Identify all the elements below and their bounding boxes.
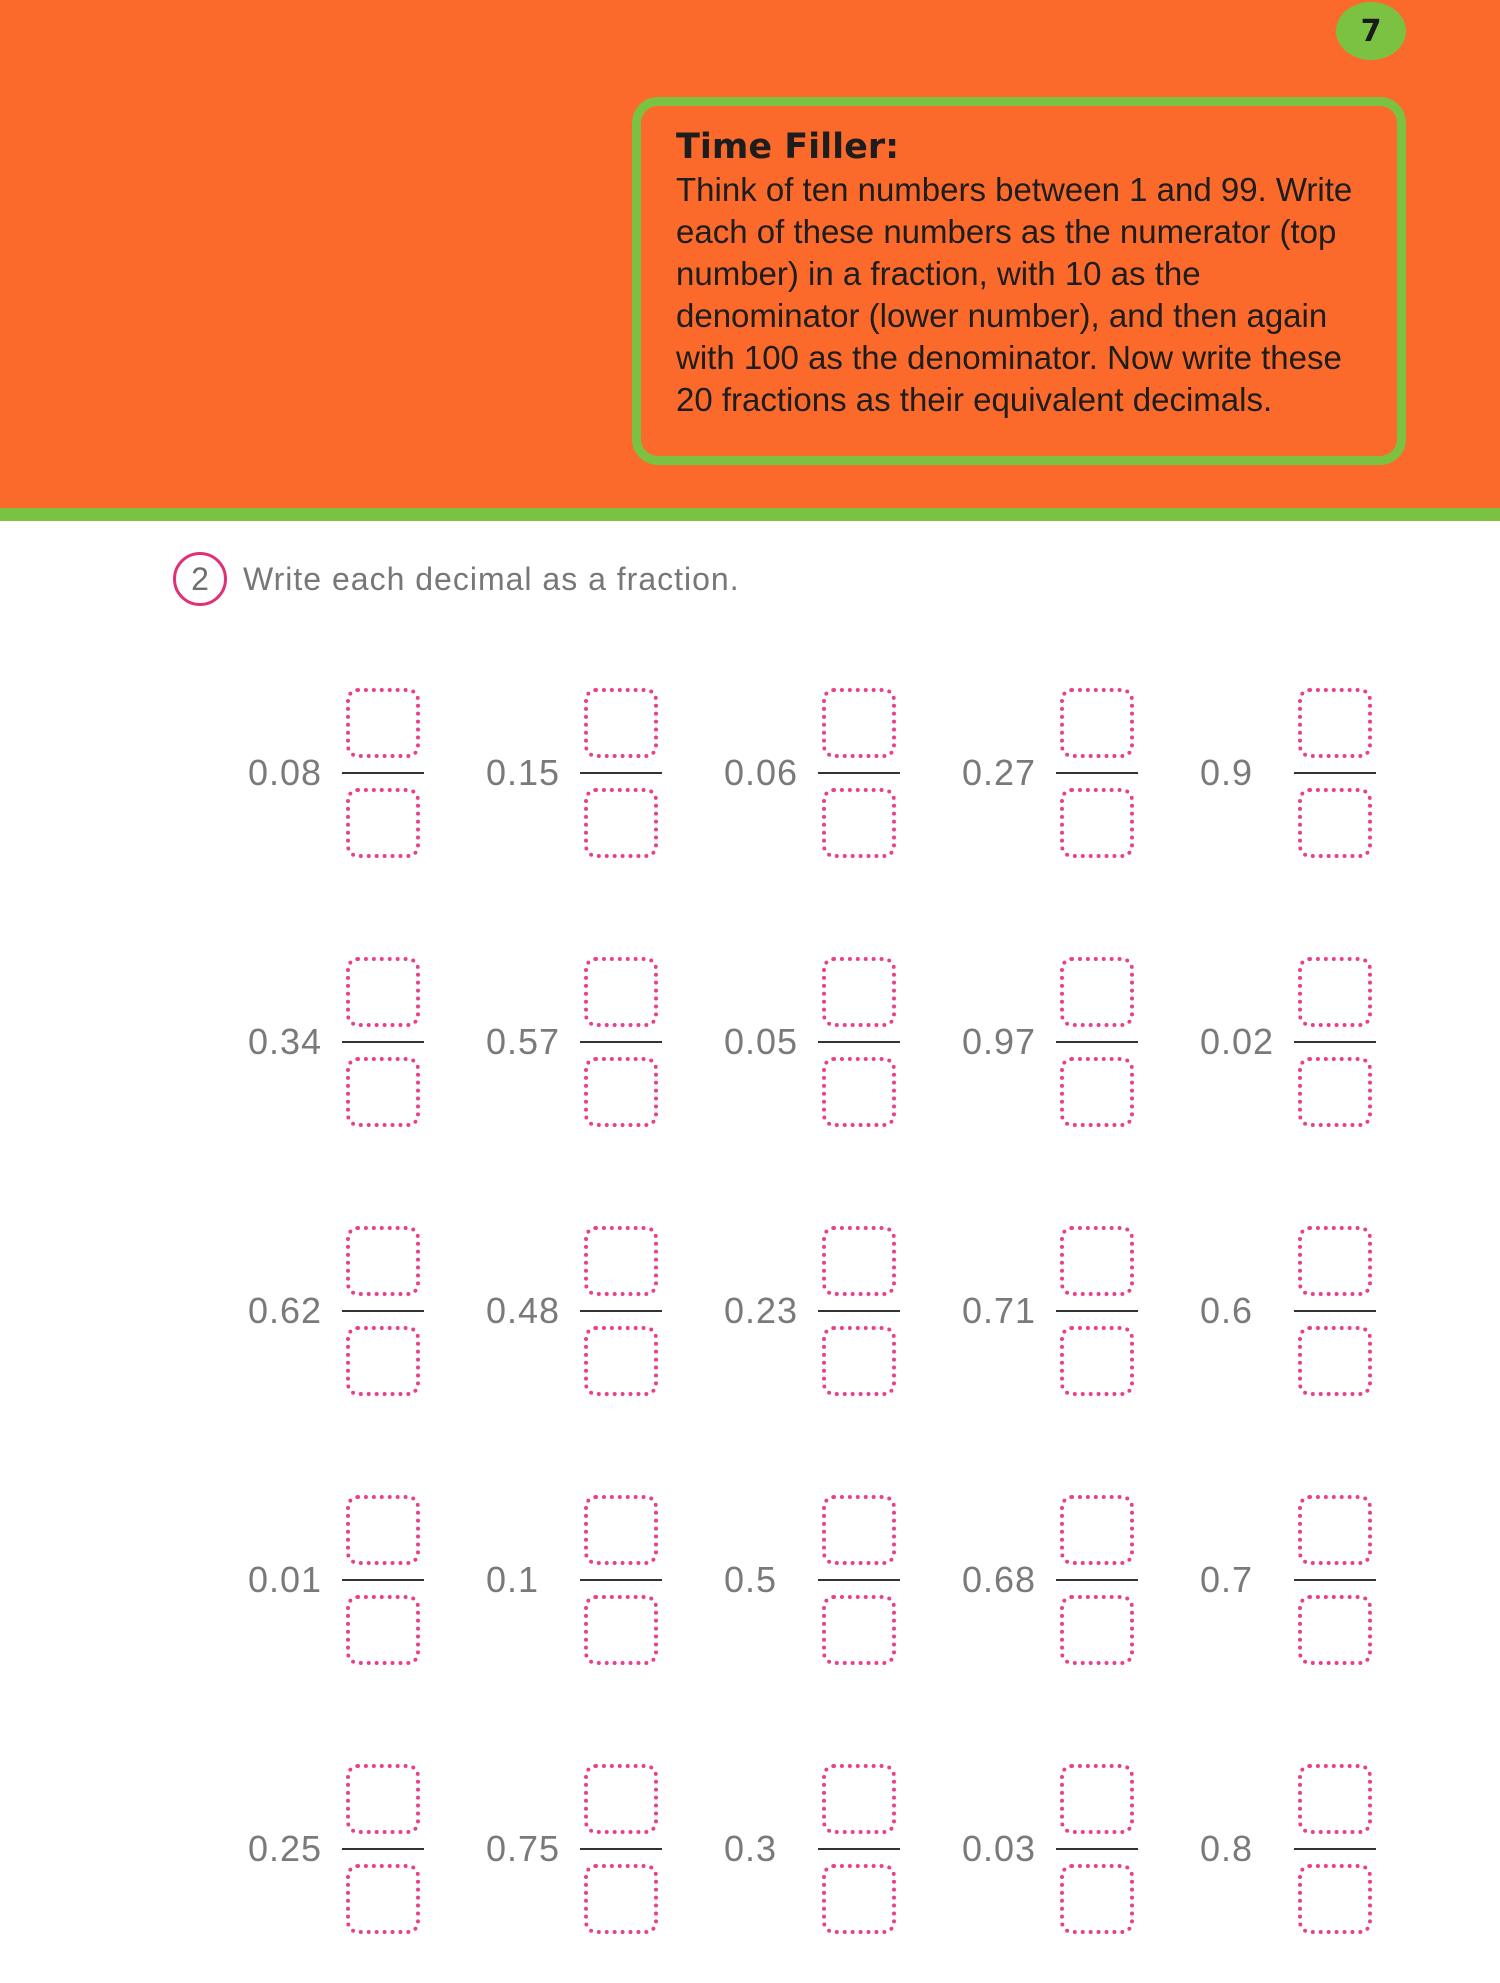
denominator-box[interactable] [584, 1864, 658, 1934]
numerator-box[interactable] [584, 688, 658, 758]
decimal-value: 0.48 [486, 1289, 561, 1331]
exercise-item [248, 1176, 486, 1445]
denominator-box[interactable] [1060, 788, 1134, 858]
exercise-item [486, 1714, 724, 1983]
fraction-bar [580, 1041, 662, 1043]
fraction-answer [816, 1226, 902, 1396]
numerator-box[interactable] [822, 688, 896, 758]
exercise-item [724, 1445, 962, 1714]
exercise-item [486, 1445, 724, 1714]
numerator-box[interactable] [822, 1764, 896, 1834]
fraction-answer [1292, 1764, 1378, 1934]
fraction-bar [818, 1310, 900, 1312]
page-number-badge: 7 [1336, 2, 1406, 60]
numerator-box[interactable] [822, 1226, 896, 1296]
denominator-box[interactable] [346, 1057, 420, 1127]
denominator-box[interactable] [1060, 1864, 1134, 1934]
denominator-box[interactable] [822, 1595, 896, 1665]
decimal-value: 0.97 [962, 1020, 1037, 1062]
fraction-answer [1054, 1495, 1140, 1665]
numerator-box[interactable] [584, 1226, 658, 1296]
decimal-value: 0.03 [962, 1827, 1037, 1869]
denominator-box[interactable] [822, 1326, 896, 1396]
denominator-box[interactable] [584, 788, 658, 858]
time-filler-text: Think of ten numbers between 1 and 99. Write each of these numbers as the numerator (top number) in a fraction, with 10 as the denominator (lower number), and then again with 100 as the denominator. Now write these 20 fractions as their equivalent decimals. [676, 171, 1353, 418]
fraction-bar [818, 1848, 900, 1850]
fraction-bar [1294, 1310, 1376, 1312]
numerator-box[interactable] [584, 1764, 658, 1834]
fraction-bar [342, 772, 424, 774]
fraction-bar [580, 772, 662, 774]
denominator-box[interactable] [1298, 1057, 1372, 1127]
decimal-value: 0.02 [1200, 1020, 1275, 1062]
decimal-value: 0.06 [724, 751, 799, 793]
numerator-box[interactable] [1298, 1226, 1372, 1296]
exercise-item [486, 1176, 724, 1445]
fraction-answer [578, 688, 664, 858]
exercise-item [1200, 638, 1438, 907]
fraction-answer [816, 957, 902, 1127]
denominator-box[interactable] [346, 1595, 420, 1665]
decimal-value: 0.27 [962, 751, 1037, 793]
fraction-answer [340, 1764, 426, 1934]
fraction-bar [1294, 1848, 1376, 1850]
denominator-box[interactable] [584, 1595, 658, 1665]
fraction-answer [1292, 957, 1378, 1127]
exercise-item [1200, 1445, 1438, 1714]
exercise-item [962, 1445, 1200, 1714]
decimal-value: 0.75 [486, 1827, 561, 1869]
fraction-answer [578, 1764, 664, 1934]
denominator-box[interactable] [1060, 1057, 1134, 1127]
numerator-box[interactable] [346, 1764, 420, 1834]
denominator-box[interactable] [1060, 1595, 1134, 1665]
numerator-box[interactable] [584, 1495, 658, 1565]
fraction-bar [342, 1579, 424, 1581]
decimal-value: 0.23 [724, 1289, 799, 1331]
fraction-answer [1292, 688, 1378, 858]
fraction-bar [818, 772, 900, 774]
fraction-bar [1056, 1041, 1138, 1043]
numerator-box[interactable] [822, 1495, 896, 1565]
exercise-item [724, 907, 962, 1176]
exercise-item [1200, 1176, 1438, 1445]
fraction-answer [1054, 1226, 1140, 1396]
fraction-answer [1054, 1764, 1140, 1934]
exercise-item [724, 638, 962, 907]
instruction-text: Write each decimal as a fraction. [243, 560, 740, 597]
fraction-answer [340, 1495, 426, 1665]
decimal-value: 0.3 [724, 1827, 778, 1869]
exercise-item [962, 1176, 1200, 1445]
fraction-bar [1294, 1579, 1376, 1581]
decimal-value: 0.5 [724, 1558, 778, 1600]
exercise-item [486, 907, 724, 1176]
denominator-box[interactable] [1298, 1595, 1372, 1665]
numerator-box[interactable] [1060, 1226, 1134, 1296]
fraction-answer [340, 1226, 426, 1396]
numerator-box[interactable] [1060, 957, 1134, 1027]
fraction-answer [816, 688, 902, 858]
denominator-box[interactable] [1298, 788, 1372, 858]
decimal-value: 0.34 [248, 1020, 323, 1062]
numerator-box[interactable] [346, 1495, 420, 1565]
denominator-box[interactable] [1298, 1864, 1372, 1934]
numerator-box[interactable] [346, 1226, 420, 1296]
denominator-box[interactable] [346, 788, 420, 858]
exercise-item [962, 638, 1200, 907]
fraction-answer [1292, 1495, 1378, 1665]
denominator-box[interactable] [1298, 1326, 1372, 1396]
exercise-item [248, 907, 486, 1176]
decimal-value: 0.1 [486, 1558, 540, 1600]
exercise-item [248, 638, 486, 907]
banner-stripe [0, 508, 1500, 521]
decimal-value: 0.9 [1200, 751, 1254, 793]
fraction-answer [816, 1495, 902, 1665]
exercise-item [1200, 907, 1438, 1176]
fraction-bar [1294, 1041, 1376, 1043]
question-number-badge: 2 [173, 552, 227, 606]
numerator-box[interactable] [1060, 1764, 1134, 1834]
denominator-box[interactable] [822, 1864, 896, 1934]
decimal-value: 0.68 [962, 1558, 1037, 1600]
decimal-value: 0.6 [1200, 1289, 1254, 1331]
fraction-bar [1056, 1848, 1138, 1850]
denominator-box[interactable] [346, 1326, 420, 1396]
decimal-value: 0.08 [248, 751, 323, 793]
decimal-value: 0.25 [248, 1827, 323, 1869]
fraction-bar [1056, 1579, 1138, 1581]
numerator-box[interactable] [1298, 688, 1372, 758]
fraction-answer [578, 1226, 664, 1396]
denominator-box[interactable] [584, 1057, 658, 1127]
fraction-bar [1056, 1310, 1138, 1312]
decimal-value: 0.7 [1200, 1558, 1254, 1600]
fraction-answer [1292, 1226, 1378, 1396]
denominator-box[interactable] [1060, 1326, 1134, 1396]
decimal-value: 0.57 [486, 1020, 561, 1062]
question-instruction [173, 552, 740, 606]
denominator-box[interactable] [822, 1057, 896, 1127]
fraction-bar [580, 1310, 662, 1312]
fraction-answer [578, 957, 664, 1127]
fraction-answer [340, 688, 426, 858]
numerator-box[interactable] [346, 957, 420, 1027]
numerator-box[interactable] [346, 688, 420, 758]
exercise-item [248, 1445, 486, 1714]
exercise-item [248, 1714, 486, 1983]
fraction-bar [1056, 772, 1138, 774]
decimal-value: 0.01 [248, 1558, 323, 1600]
time-filler-title: Time Filler: [676, 127, 900, 167]
fraction-answer [816, 1764, 902, 1934]
numerator-box[interactable] [584, 957, 658, 1027]
fraction-answer [1054, 957, 1140, 1127]
fraction-bar [580, 1579, 662, 1581]
fraction-bar [342, 1848, 424, 1850]
fraction-answer [578, 1495, 664, 1665]
exercise-item [486, 638, 724, 907]
decimal-value: 0.15 [486, 751, 561, 793]
decimal-value: 0.71 [962, 1289, 1037, 1331]
exercise-item [724, 1714, 962, 1983]
fraction-answer [340, 957, 426, 1127]
decimal-value: 0.05 [724, 1020, 799, 1062]
denominator-box[interactable] [584, 1326, 658, 1396]
fraction-bar [580, 1848, 662, 1850]
exercise-item [962, 1714, 1200, 1983]
denominator-box[interactable] [822, 788, 896, 858]
fraction-answer [1054, 688, 1140, 858]
numerator-box[interactable] [1060, 688, 1134, 758]
numerator-box[interactable] [822, 957, 896, 1027]
numerator-box[interactable] [1060, 1495, 1134, 1565]
denominator-box[interactable] [346, 1864, 420, 1934]
fraction-bar [342, 1041, 424, 1043]
fraction-bar [818, 1041, 900, 1043]
decimal-value: 0.8 [1200, 1827, 1254, 1869]
exercise-grid [248, 638, 1438, 1983]
exercise-item [1200, 1714, 1438, 1983]
fraction-bar [342, 1310, 424, 1312]
fraction-bar [1294, 772, 1376, 774]
numerator-box[interactable] [1298, 1495, 1372, 1565]
time-filler-box [632, 97, 1406, 465]
numerator-box[interactable] [1298, 1764, 1372, 1834]
decimal-value: 0.62 [248, 1289, 323, 1331]
exercise-item [724, 1176, 962, 1445]
numerator-box[interactable] [1298, 957, 1372, 1027]
exercise-item [962, 907, 1200, 1176]
fraction-bar [818, 1579, 900, 1581]
